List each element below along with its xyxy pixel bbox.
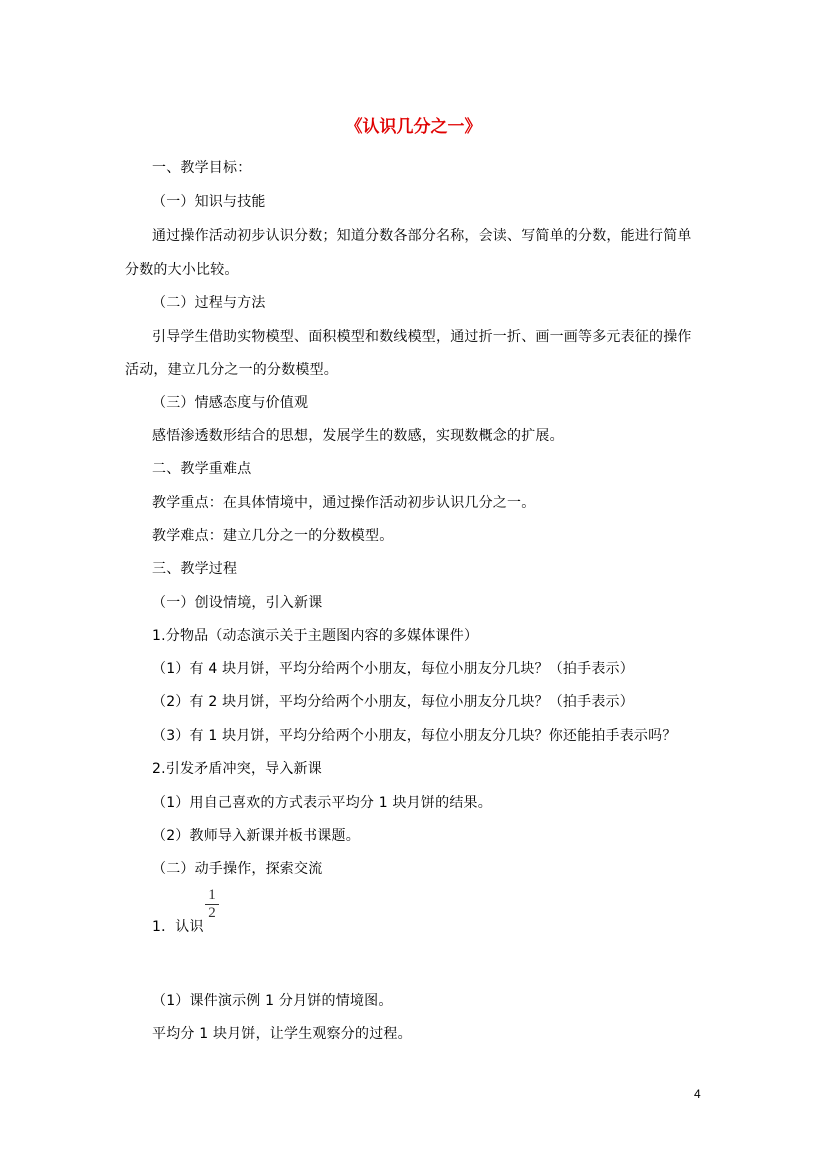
paragraph-line: 平均分 1 块月饼，让学生观察分的过程。 [152,1026,412,1042]
paragraph-line: 2.引发矛盾冲突，导入新课 [152,761,322,777]
paragraph-line: 教学难点：建立几分之一的分数模型。 [152,528,394,544]
page-number: 4 [694,1087,701,1101]
paragraph-line: 教学重点：在具体情境中，通过操作活动初步认识几分之一。 [152,495,536,511]
heading-key-difficulties: 二、教学重难点 [152,461,252,477]
subheading-process-methods: （二）过程与方法 [152,295,266,311]
paragraph-line: 1．认识 [152,919,204,935]
paragraph-line: 引导学生借助实物模型、面积模型和数线模型，通过折一折、画一画等多元表征的操作 [152,329,692,345]
subheading-attitudes-values: （三）情感态度与价值观 [152,395,309,411]
paragraph-line: 通过操作活动初步认识分数；知道分数各部分名称，会读、写简单的分数，能进行简单 [152,228,692,244]
paragraph-line: （1）用自己喜欢的方式表示平均分 1 块月饼的结果。 [152,795,492,811]
fraction-numerator: 1 [208,887,216,903]
paragraph-line: 活动，建立几分之一的分数模型。 [125,362,338,378]
subheading-knowledge-skills: （一）知识与技能 [152,194,266,210]
heading-teaching-process: 三、教学过程 [152,561,238,577]
fraction-one-half [205,888,219,921]
paragraph-line: （1）课件演示例 1 分月饼的情境图。 [152,993,393,1009]
paragraph-line: 感悟渗透数形结合的思想，发展学生的数感，实现数概念的扩展。 [152,428,564,444]
subheading-hands-on: （二）动手操作，探索交流 [152,861,323,877]
fraction-denominator: 2 [208,905,216,921]
paragraph-line: （3）有 1 块月饼，平均分给两个小朋友，每位小朋友分几块？你还能拍手表示吗？ [152,728,677,744]
subheading-create-scenario: （一）创设情境，引入新课 [152,595,323,611]
paragraph-line: 1.分物品（动态演示关于主题图内容的多媒体课件） [152,628,479,644]
paragraph-line: （2）有 2 块月饼，平均分给两个小朋友，每位小朋友分几块？（拍手表示） [152,694,634,710]
paragraph-line: （2）教师导入新课并板书课题。 [152,828,360,844]
paragraph-line: （1）有 4 块月饼，平均分给两个小朋友，每位小朋友分几块？（拍手表示） [152,661,634,677]
paragraph-line: 分数的大小比较。 [125,262,239,278]
heading-teaching-goals: 一、教学目标： [152,160,252,176]
document-title: 《认识几分之一》 [345,117,482,137]
